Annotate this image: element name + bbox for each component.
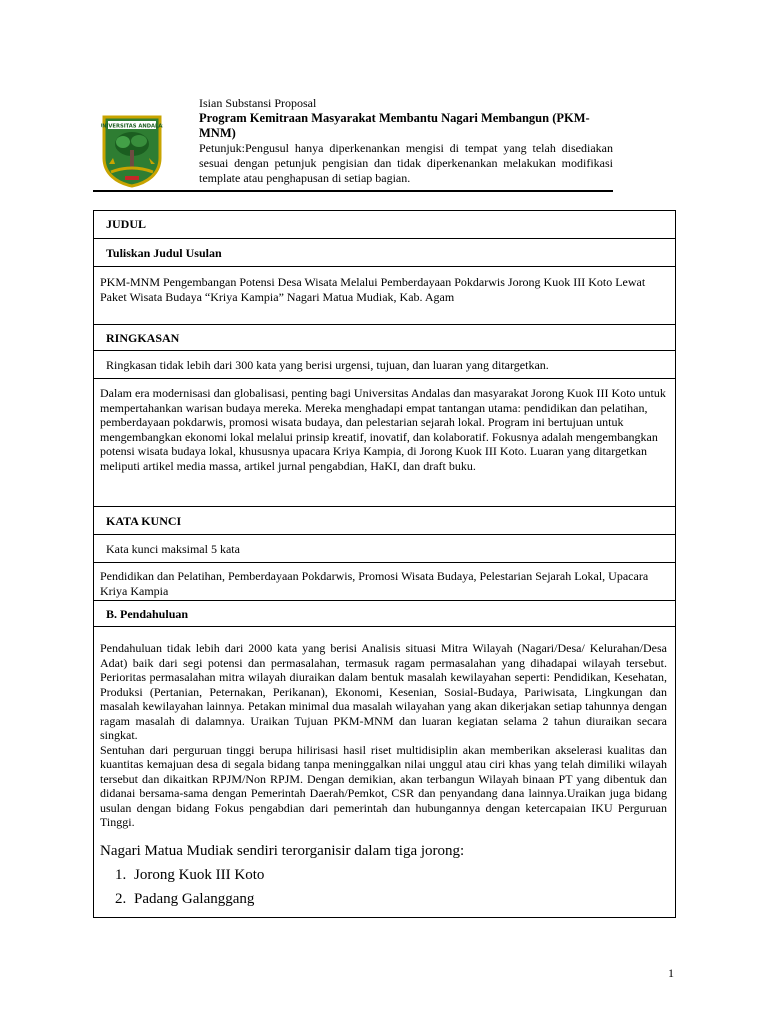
pendahuluan-content-row <box>94 626 675 919</box>
judul-label: JUDUL <box>106 217 147 231</box>
nagari-intro: Nagari Matua Mudiak sendiri terorganisir dalam tiga jorong: <box>100 843 465 859</box>
nagari-section <box>100 839 667 911</box>
judul-content-row <box>94 266 675 324</box>
pendahuluan-paragraph-2: Sentuhan dari perguruan tinggi berupa hilirisasi hasil riset multidisiplin akan memberikan akselerasi kualitas dan kuantitas kemajuan desa di segala bidang tanpa meninggalkan nilai unggul atau ciri khas yang telah dimiliki wilayah tersebut dan dikaitkan RPJM/Non RPJM. Dengan demikian, akan terbangun Wilayah binaan PT yang dibentuk dan didanai bersama-sama dengan Pemerintah Daerah/Pemkot, CSR dan penyandang dana lainnya.Uraikan juga bidang usulan dengan bidang Fokus pengabdian dari pemerintah dan hubungannya dengan ketercapaian IKU Perguruan Tinggi. <box>100 742 667 829</box>
university-logo <box>101 114 163 188</box>
header-program-title: Program Kemitraan Masyarakat Membantu Nagari Membangun (PKM-MNM) <box>199 111 590 140</box>
ringkasan-header-row <box>94 324 675 350</box>
ringkasan-text: Dalam era modernisasi dan globalisasi, penting bagi Universitas Andalas dan masyarakat Jorong Kuok III Koto untuk mempertahankan warisan budaya mereka. Mereka menghadapi empat tantangan utama: pendidikan dan pelatihan, pemberdayaan pokdarwis, promosi wisata budaya, dan pelestarian sejarah lokal. Program ini bertujuan untuk mengembangkan ekonomi lokal melalui prinsip kreatif, inovatif, dan kolaboratif. Fokusnya adalah mengembangkan potensi wisata budaya lokal, khususnya upacara Kriya Kampia, di Jorong Kuok III Koto. Luaran yang ditargetkan meliputi artikel media massa, artikel jurnal pengabdian, HaKI, dan draft buku. <box>100 386 666 473</box>
ringkasan-instruction-row <box>94 350 675 378</box>
list-item: 1. Jorong Kuok III Koto <box>130 863 667 887</box>
jorong-list <box>100 863 667 911</box>
katakunci-header-row <box>94 506 675 534</box>
katakunci-instruction: Kata kunci maksimal 5 kata <box>106 542 240 556</box>
pendahuluan-label: B. Pendahuluan <box>106 607 189 621</box>
header-subtitle: Isian Substansi Proposal <box>199 96 317 110</box>
header-instructions: Petunjuk:Pengusul hanya diperkenankan mengisi di tempat yang telah disediakan sesuai dengan petunjuk pengisian dan tidak diperkenankan melakukan modifikasi template atau penghapusan di setiap bagian. <box>199 141 613 185</box>
ringkasan-label: RINGKASAN <box>106 331 180 345</box>
header-divider <box>93 190 613 192</box>
list-item: 2. Padang Galanggang <box>130 887 667 911</box>
katakunci-instruction-row <box>94 534 675 562</box>
judul-header-row <box>94 211 675 238</box>
judul-instruction-row <box>94 238 675 266</box>
header-text <box>199 96 613 186</box>
katakunci-content-row <box>94 562 675 600</box>
judul-text: PKM-MNM Pengembangan Potensi Desa Wisata Melalui Pemberdayaan Pokdarwis Jorong Kuok III Koto Lewat Paket Wisata Budaya “Kriya Kampia” Nagari Matua Mudiak, Kab. Agam <box>100 275 646 304</box>
pendahuluan-header-row <box>94 600 675 626</box>
katakunci-text: Pendidikan dan Pelatihan, Pemberdayaan Pokdarwis, Promosi Wisata Budaya, Pelestarian Sejarah Lokal, Upacara Kriya Kampia <box>100 569 649 598</box>
pendahuluan-paragraph-1: Pendahuluan tidak lebih dari 2000 kata yang berisi Analisis situasi Mitra Wilayah (Nagari/Desa/ Kelurahan/Desa Adat) baik dari segi potensi dan permasalahan, termasuk ragam permasalahan yang dihadapai wilayah tersebut. Perioritas permasalahan mitra wilayah diuraikan dalam bentuk masalah kewilayahan seperti: Pendidikan, Kesehatan, Produksi (Pertanian, Peternakan, Perikanan), Ekonomi, Kesenian, Sosial-Budaya, Pariwisata, Lingkungan dan masalah kewilayahan lainnya. Petakan minimal dua masalah wilayahan yang akan dikerjakan setiap tahunnya dengan ragam masalah di dalamnya. Uraikan Tujuan PKM-MNM dan luaran kegiatan selama 2 tahun diuraikan secara singkat. <box>100 641 667 742</box>
ringkasan-content-row <box>94 378 675 506</box>
judul-instruction: Tuliskan Judul Usulan <box>106 246 222 260</box>
logo-text: UNIVERSITAS ANDALAS <box>101 123 163 130</box>
proposal-form-table <box>93 210 676 918</box>
pendahuluan-body <box>100 641 667 830</box>
katakunci-label: KATA KUNCI <box>106 514 182 528</box>
ringkasan-instruction: Ringkasan tidak lebih dari 300 kata yang berisi urgensi, tujuan, dan luaran yang ditargetkan. <box>106 358 549 372</box>
proposal-header <box>93 96 613 192</box>
page-number: 1 <box>668 966 674 980</box>
